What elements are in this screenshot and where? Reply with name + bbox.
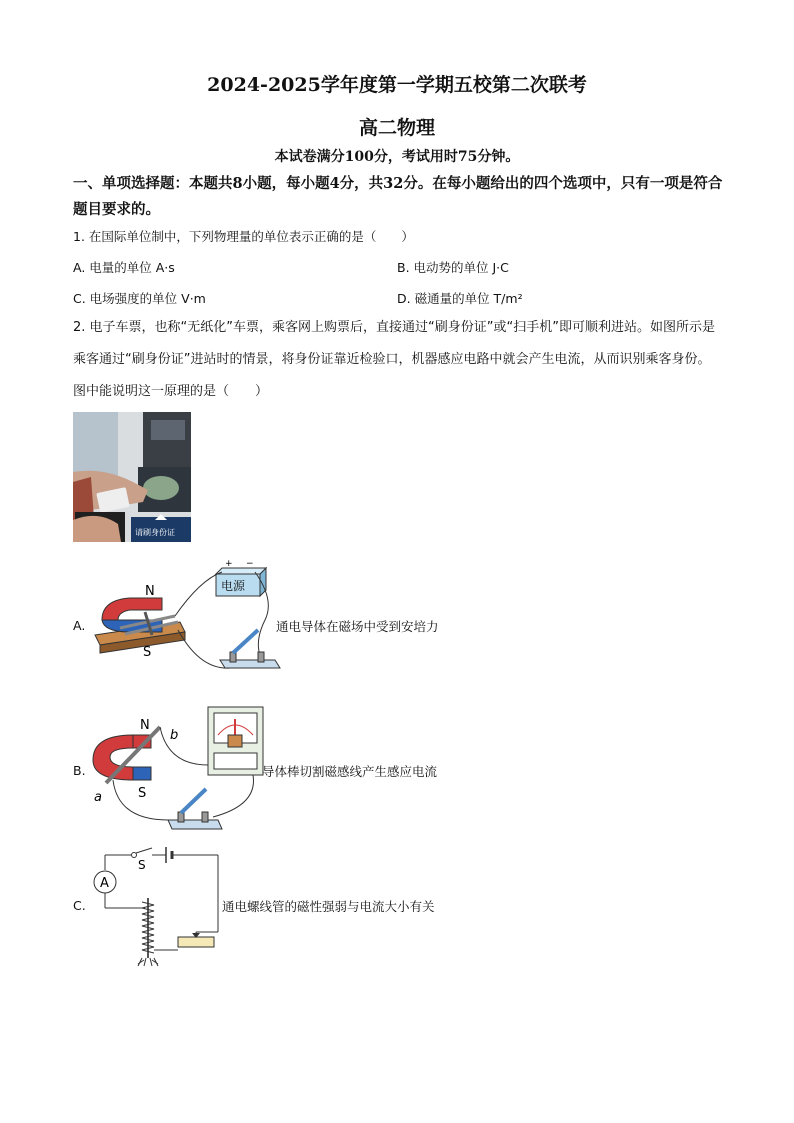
fig-b-n-pole: N	[140, 718, 150, 733]
figure-a-ampere-force	[90, 560, 290, 690]
q2-option-c-caption: 通电螺线管的磁性强弱与电流大小有关	[222, 899, 435, 914]
fig-b-s-pole: S	[138, 786, 147, 801]
q2-option-a-caption: 通电导体在磁场中受到安培力	[276, 619, 439, 634]
exam-note: 本试卷满分100分，考试用时75分钟。	[274, 149, 520, 165]
fig-a-s-pole: S	[143, 645, 152, 660]
fig-b-end-a: a	[94, 790, 102, 805]
figure-b-induced-current	[88, 705, 268, 837]
section-heading: 一、单项选择题：本题共8小题，每小题4分，共32分。在每小题给出的四个选项中，只有一项是符合题目要求的。	[73, 175, 723, 218]
power-label: 电源	[221, 579, 246, 593]
q1-option-a: A. 电量的单位 A·s	[73, 260, 175, 275]
exam-subject: 高二物理	[358, 117, 435, 139]
q2-option-b-caption: 导体棒切割磁感线产生感应电流	[262, 764, 438, 779]
plus-sign: +	[225, 560, 233, 569]
figure-c-solenoid	[90, 840, 225, 968]
q1-stem: 1. 在国际单位制中，下列物理量的单位表示正确的是（ ）	[73, 229, 414, 244]
id-card-scan-photo	[73, 412, 191, 542]
exam-title: 2024-2025学年度第一学期五校第二次联考	[207, 74, 587, 96]
q2-stem: 2. 电子车票，也称“无纸化”车票，乘客网上购票后，直接通过“刷身份证”或“扫手机”即可顺利进站。如图所示是乘客通过“刷身份证”进站时的情景，将身份证靠近检验口，机器感应电路中就会产生电流，从而识别乘客身份。图中能说明这一原理的是（ ）	[73, 320, 715, 399]
q1-option-c: C. 电场强度的单位 V·m	[73, 291, 206, 306]
q2-option-a-label: A.	[73, 618, 86, 633]
photo-sign-text: 请刷身份证	[135, 528, 175, 537]
minus-sign: −	[246, 560, 254, 569]
q2-option-c-label: C.	[73, 898, 86, 913]
q1-option-d: D. 磁通量的单位 T/m²	[397, 291, 523, 306]
q2-option-b-label: B.	[73, 763, 86, 778]
fig-c-switch-label: S	[138, 858, 146, 872]
ammeter-label: A	[100, 876, 109, 891]
q1-option-b: B. 电动势的单位 J·C	[397, 260, 509, 275]
fig-a-n-pole: N	[145, 584, 155, 599]
fig-b-end-b: b	[170, 728, 179, 743]
